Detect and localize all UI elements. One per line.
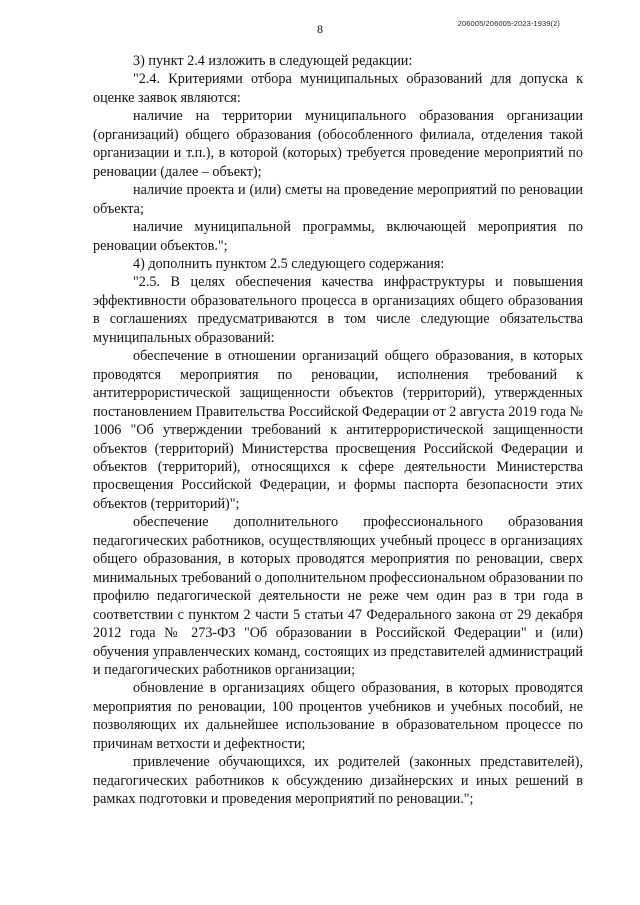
paragraph: 4) дополнить пунктом 2.5 следующего содержания: <box>133 255 445 272</box>
paragraph: наличие на территории муниципального образования организации (организаций) общего образования (обособленного филиала, отделения такой организации и т.п.), в которой (которых) требуется проведение мероприятий по реновации (далее – объект); <box>93 108 583 180</box>
paragraph: обеспечение в отношении организаций общего образования, в которых проводятся мероприятия по реновации, исполнения требований к антитеррористической защищенности объектов (территорий), утвержденных постановлением Правительства Российской Федерации от 2 августа 2019 года № 1006 "Об утверждении требований к антитеррористической защищенности объектов (территорий) Министерства просвещения Российской Федерации и объектов (территорий), относящихся к сфере деятельности Министерства просвещения Российской Федерации, и формы паспорта безопасности этих объектов (территорий)"; <box>93 348 583 512</box>
paragraph: обеспечение дополнительного профессионального образования педагогических работников, осуществляющих учебный процесс в организациях общего образования, в которых проводятся мероприятия по реновации, сверх минимальных требований о дополнительном профессиональном образовании по профилю педагогической деятельности не реже чем один раз в три года в соответствии с пунктом 2 части 5 статьи 47 Федерального закона от 29 декабря 2012 года № 273-ФЗ "Об образовании в Российской Федерации" и (или) обучения управленческих команд, состоящих из представителей администраций и педагогических работников организации; <box>93 514 583 678</box>
paragraph: 3) пункт 2.4 изложить в следующей редакции: <box>133 53 413 69</box>
document-id: 206005/206005-2023-1939(2) <box>457 19 560 28</box>
paragraph: привлечение обучающихся, их родителей (законных представителей), педагогических работников к обсуждению дизайнерских и иных решений в рамках подготовки и проведения мероприятий по реновации."; <box>93 754 583 808</box>
paragraph: "2.4. Критериями отбора муниципальных образований для допуска к оценке заявок являются: <box>93 71 583 106</box>
paragraph: наличие проекта и (или) сметы на проведение мероприятий по реновации объекта; <box>93 182 583 217</box>
paragraph: наличие муниципальной программы, включающей мероприятия по реновации объектов."; <box>93 219 583 254</box>
paragraph: "2.5. В целях обеспечения качества инфраструктуры и повышения эффективности образовательного процесса в организациях общего образования в соглашениях предусматриваются в том числе следующие обязательства муниципальных образований: <box>93 274 583 346</box>
paragraph: обновление в организациях общего образования, в которых проводятся мероприятия по реновации, 100 процентов учебников и учебных пособий, не позволяющих их дальнейшее использование в образовательном процессе по причинам ветхости и дефектности; <box>93 680 583 752</box>
page-number: 8 <box>317 22 323 36</box>
document-body <box>93 52 583 809</box>
